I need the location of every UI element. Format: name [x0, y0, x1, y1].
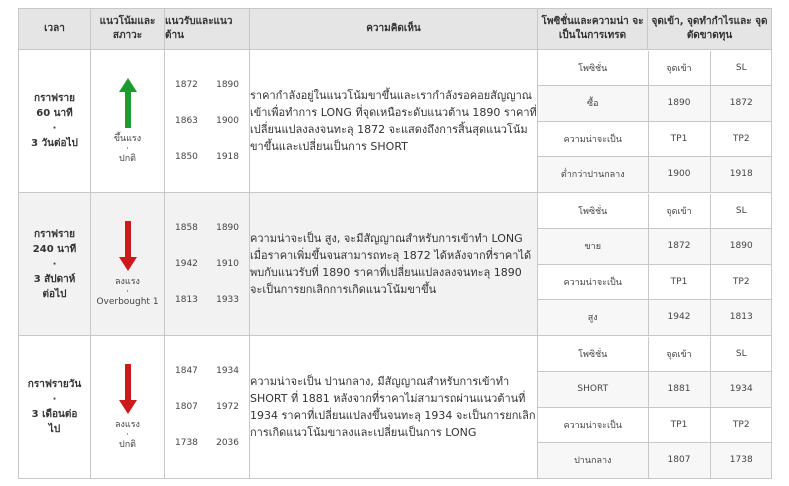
trade-value: TP2	[710, 264, 772, 300]
trade-value: 1813	[710, 300, 772, 335]
state-label: ปกติ	[118, 440, 136, 450]
trade-label: ขาย	[538, 229, 648, 265]
timeframe-line: ·	[52, 123, 57, 134]
resistance-level: 1933	[216, 295, 239, 305]
header-trend: แนวโน้มและ สภาวะ	[91, 9, 165, 50]
timeframe-line: 240 นาที	[32, 243, 77, 255]
trade-value: SL	[710, 194, 772, 229]
support-level: 1807	[175, 402, 198, 412]
trade-value: TP2	[710, 121, 772, 157]
trade-row	[538, 407, 772, 443]
trade-label: ซื้อ	[538, 86, 648, 122]
forecast-row	[19, 336, 772, 479]
trade-row	[538, 157, 772, 192]
resistance-level: 1890	[216, 80, 239, 90]
trade-cell	[538, 50, 772, 193]
header-comment: ความคิดเห็น	[250, 9, 538, 50]
level-pair	[165, 246, 249, 282]
arrow-down-icon	[119, 364, 137, 414]
timeframe-line: 3 เดือนต่อ	[31, 409, 78, 420]
resistance-level: 1900	[216, 116, 239, 126]
header-row	[19, 9, 772, 50]
support-level: 1942	[175, 259, 198, 269]
header-levels: แนวรับและแนว ต้าน	[165, 9, 250, 50]
trend-label: ขึ้นแรง	[113, 134, 142, 144]
timeframe-cell	[19, 193, 91, 336]
timeframe-line: 3 วันต่อไป	[31, 138, 78, 149]
trade-value: 1807	[648, 443, 710, 478]
support-level: 1872	[175, 80, 198, 90]
trade-row	[538, 86, 772, 122]
arrow-up-icon	[119, 78, 137, 128]
trade-table	[538, 337, 772, 478]
timeframe-line: ·	[52, 258, 57, 270]
trade-label: โพซิชั่น	[538, 194, 648, 229]
trade-row	[538, 300, 772, 335]
resistance-level: 1890	[216, 223, 239, 233]
trade-label: สูง	[538, 300, 648, 335]
timeframe-cell	[19, 50, 91, 193]
trade-label: ความน่าจะเป็น	[538, 407, 648, 443]
timeframe-line: กราฟราย	[34, 228, 75, 240]
timeframe-line: ·	[52, 394, 57, 405]
level-pair	[165, 210, 249, 246]
trade-label: ความน่าจะเป็น	[538, 264, 648, 300]
level-pair	[165, 282, 249, 318]
state-label: Overbought 1	[96, 297, 159, 307]
trend-label: ลงแรง	[115, 420, 140, 430]
level-pair	[165, 425, 249, 461]
trade-cell	[538, 336, 772, 479]
comment-cell: ความน่าจะเป็น ปานกลาง, มีสัญญาณสำหรับการเข้าทำ SHORT ที่ 1881 หลังจากที่ราคาไม่สามารถผ่านแนวต้านที่ 1934 ราคาที่เปลี่ยนแปลงขึ้นจนทะลุ 1934 จะเป็นการยกเลิกการเกิดแนวโน้มขาลงและเปลี่ยนเป็นการ LONG	[250, 336, 538, 479]
separator-dot: ·	[126, 144, 129, 154]
trade-value: 1872	[710, 86, 772, 122]
level-pair	[165, 353, 249, 389]
header-entry: จุดเข้า, จุดทำกำไรและ จุดตัดขาดทุน	[648, 9, 772, 50]
separator-dot: ·	[126, 287, 129, 297]
support-level: 1850	[175, 152, 198, 162]
trade-value: 1890	[710, 229, 772, 265]
resistance-level: 1910	[216, 259, 239, 269]
levels-cell	[165, 193, 250, 336]
trade-row	[538, 443, 772, 478]
resistance-level: 1972	[216, 402, 239, 412]
trade-label: ความน่าจะเป็น	[538, 121, 648, 157]
trade-cell	[538, 193, 772, 336]
support-level: 1858	[175, 223, 198, 233]
arrow-down-icon	[119, 221, 137, 271]
level-pair	[165, 103, 249, 139]
trade-value: TP1	[648, 121, 710, 157]
level-pair	[165, 389, 249, 425]
trade-row	[538, 229, 772, 265]
forecast-row	[19, 50, 772, 193]
forecast-row	[19, 193, 772, 336]
trade-value: TP2	[710, 407, 772, 443]
trade-value: จุดเข้า	[648, 194, 710, 229]
resistance-level: 1918	[216, 152, 239, 162]
trade-label: โพซิชั่น	[538, 51, 648, 86]
support-level: 1863	[175, 116, 198, 126]
resistance-level: 2036	[216, 438, 239, 448]
header-time: เวลา	[19, 9, 91, 50]
timeframe-cell	[19, 336, 91, 479]
trade-value: 1881	[648, 372, 710, 408]
trend-label: ลงแรง	[115, 277, 140, 287]
trade-label: SHORT	[538, 372, 648, 408]
timeframe-line: ต่อไป	[42, 288, 67, 300]
trade-value: จุดเข้า	[648, 51, 710, 86]
trade-value: 1738	[710, 443, 772, 478]
trend-cell	[91, 193, 165, 336]
resistance-level: 1934	[216, 366, 239, 376]
level-pair	[165, 139, 249, 175]
trend-cell	[91, 336, 165, 479]
trade-row	[538, 372, 772, 408]
trade-value: 1900	[648, 157, 710, 192]
trade-value: 1872	[648, 229, 710, 265]
timeframe-line: 3 สัปดาห์	[33, 273, 76, 285]
trade-value: TP1	[648, 264, 710, 300]
forecast-table	[18, 8, 772, 479]
level-pair	[165, 67, 249, 103]
trade-value: SL	[710, 51, 772, 86]
trade-value: จุดเข้า	[648, 337, 710, 372]
timeframe-line: 60 นาที	[36, 108, 73, 119]
levels-cell	[165, 50, 250, 193]
trade-row	[538, 51, 772, 86]
trade-label: ปานกลาง	[538, 443, 648, 478]
trade-value: 1890	[648, 86, 710, 122]
trade-row	[538, 337, 772, 372]
trade-table	[538, 194, 772, 335]
trade-row	[538, 194, 772, 229]
trade-value: TP1	[648, 407, 710, 443]
trade-row	[538, 264, 772, 300]
support-level: 1738	[175, 438, 198, 448]
comment-cell: ความน่าจะเป็น สูง, จะมีสัญญาณสำหรับการเข้าทำ LONG เมื่อราคาเพิ่มขึ้นจนสามารถทะลุ 1872 ได้หลังจากที่ราคาได้พบกับแนวรับที่ 1890 ราคาที่เปลี่ยนแปลงลงจนทะลุ 1890 จะเป็นการยกเลิกการเกิดแนวโน้มขาขึ้น	[250, 193, 538, 336]
support-level: 1813	[175, 295, 198, 305]
timeframe-line: กราฟรายวัน	[27, 379, 82, 390]
header-position: โพซิชั่นและความน่า จะเป็นในการเทรด	[538, 9, 648, 50]
trade-value: 1918	[710, 157, 772, 192]
trade-value: 1942	[648, 300, 710, 335]
separator-dot: ·	[126, 430, 129, 440]
support-level: 1847	[175, 366, 198, 376]
trade-value: SL	[710, 337, 772, 372]
trade-label: โพซิชั่น	[538, 337, 648, 372]
trade-row	[538, 121, 772, 157]
levels-cell	[165, 336, 250, 479]
trade-label: ต่ำกว่าปานกลาง	[538, 157, 648, 192]
trade-value: 1934	[710, 372, 772, 408]
state-label: ปกติ	[118, 154, 136, 164]
timeframe-line: กราฟราย	[34, 93, 75, 104]
trend-cell	[91, 50, 165, 193]
comment-cell: ราคากำลังอยู่ในแนวโน้มขาขึ้นและเรากำลังรอคอยสัญญาณเข้าเพื่อทำการ LONG ที่จุดเหนือระดับแนวต้าน 1890 ราคาที่เปลี่ยนแปลงลงจนทะลุ 1872 จะแสดงถึงการสิ้นสุดแนวโน้มขาขึ้นและเปลี่ยนเป็นการ SHORT	[250, 50, 538, 193]
timeframe-line: ไป	[48, 424, 61, 435]
trade-table	[538, 51, 772, 192]
